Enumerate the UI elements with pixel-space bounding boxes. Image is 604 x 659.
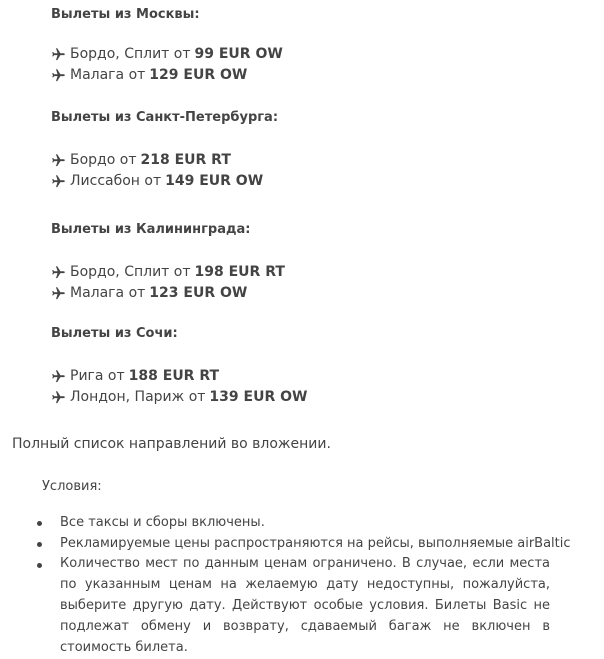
flight-route: Малага от: [70, 67, 146, 83]
airplane-icon: [51, 369, 66, 384]
flight-line: [51, 67, 247, 83]
flight-route: Рига от: [70, 368, 125, 384]
airplane-icon: [51, 153, 66, 168]
airplane-icon: [51, 265, 66, 280]
flight-line: [51, 46, 283, 62]
section-heading-kaliningrad: Вылеты из Калининграда:: [51, 222, 251, 237]
flight-route: Бордо, Сплит от: [70, 264, 191, 280]
flight-line: [51, 285, 247, 301]
airplane-icon: [51, 68, 66, 83]
flight-line: [51, 264, 285, 280]
flight-price: 198 EUR RT: [194, 264, 285, 280]
airplane-icon: [51, 390, 66, 405]
section-heading-sochi: Вылеты из Сочи:: [51, 326, 178, 341]
flight-price: 188 EUR RT: [128, 368, 220, 384]
flight-route: Бордо, Сплит от: [70, 46, 191, 62]
airplane-icon: [51, 47, 66, 62]
airplane-icon: [51, 174, 66, 189]
flight-line: [51, 389, 307, 405]
bullet-icon: [37, 542, 42, 547]
flight-price: 139 EUR OW: [209, 389, 308, 405]
flight-route: Бордо от: [70, 152, 137, 168]
flight-route: Лиссабон от: [70, 173, 162, 189]
flight-price: 99 EUR OW: [194, 46, 283, 62]
flight-price: 149 EUR OW: [165, 173, 264, 189]
bullet-icon: [37, 521, 42, 526]
bullet-icon: [37, 563, 42, 568]
condition-item: Рекламируемые цены распространяются на рейсы, выполняемые airBaltic: [60, 536, 571, 551]
attachment-note: Полный список направлений во вложении.: [12, 436, 331, 452]
flight-line: [51, 368, 219, 384]
conditions-title: Условия:: [42, 479, 102, 494]
flight-price: 123 EUR OW: [149, 285, 248, 301]
condition-item: Все таксы и сборы включены.: [60, 515, 265, 530]
section-heading-spb: Вылеты из Санкт-Петербурга:: [51, 110, 279, 125]
airplane-icon: [51, 286, 66, 301]
condition-item: Количество мест по данным ценам ограничено. В случае, если места по указанным ценам на желаемую дату недоступны, пожалуйста, выберите другую дату. Действуют особые условия. Билеты Basic не подлежат обмену и возврату, сдаваемый багаж не включен в стоимость билета.: [60, 556, 550, 655]
section-heading-moscow: Вылеты из Москвы:: [51, 7, 200, 22]
flight-route: Лондон, Париж от: [70, 389, 206, 405]
flight-line: [51, 152, 231, 168]
flight-price: 129 EUR OW: [149, 67, 248, 83]
flight-line: [51, 173, 263, 189]
flight-price: 218 EUR RT: [140, 152, 231, 168]
flight-route: Малага от: [70, 285, 146, 301]
